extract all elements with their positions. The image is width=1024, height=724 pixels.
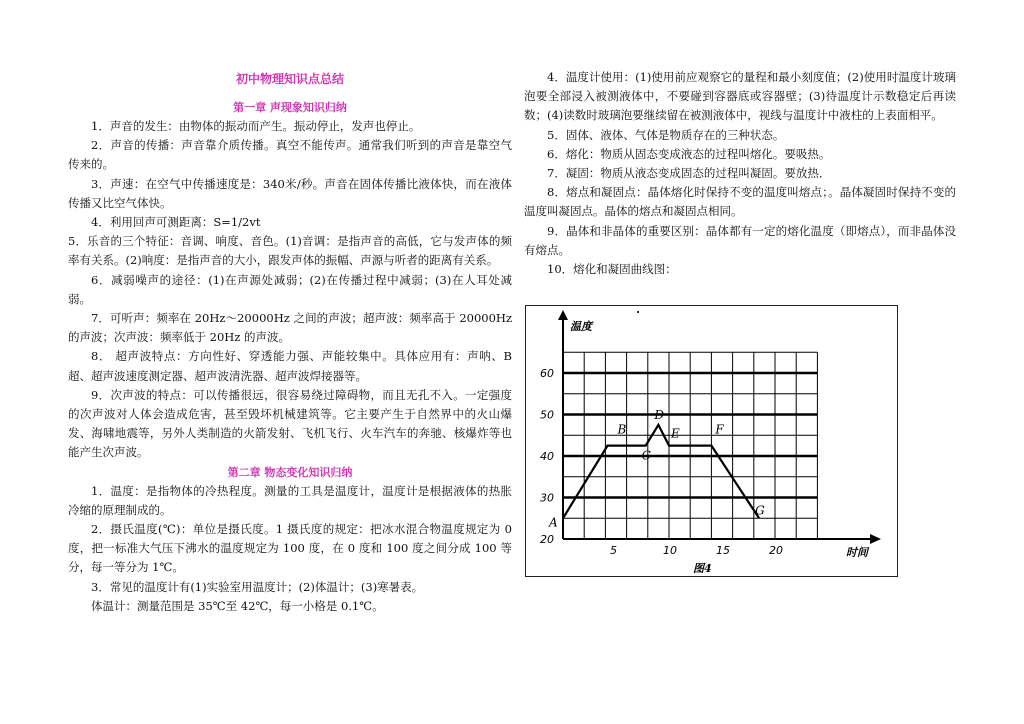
paragraph: 5．乐音的三个特征：音调、响度、音色。(1)音调：是指声音的高低，它与发声体的频率有关系。(2)响度：是指声音的大小，跟发声体的振幅、声源与听者的距离有关系。 xyxy=(68,234,512,268)
paragraph: 8． 超声波特点：方向性好、穿透能力强、声能较集中。具体应用有：声呐、B 超、超声波速度测定器、超声波清洗器、超声波焊接器等。 xyxy=(68,349,512,383)
paragraph: 9．晶体和非晶体的重要区别：晶体都有一定的熔化温度（即熔点），而非晶体没有熔点。 xyxy=(524,223,956,257)
y-tick-label: 40 xyxy=(540,450,554,463)
y-tick-label: 30 xyxy=(540,491,554,505)
melting-curve-chart xyxy=(525,305,898,577)
paragraph: 1．声音的发生：由物体的振动而产生。振动停止，发声也停止。 xyxy=(91,119,421,133)
chart-svg xyxy=(526,306,899,578)
point-label: B xyxy=(617,422,627,437)
paragraph: 2．摄氏温度(℃)：单位是摄氏度。1 摄氏度的规定：把冰水混合物温度规定为 0 度，把一标准大气压下沸水的温度规定为 100 度，在 0 度和 100 度之间分成 100 等分，每一等分为 1℃。 xyxy=(68,522,512,575)
paragraph: 7．凝固：物质从液态变成固态的过程叫凝固。要放热． xyxy=(547,166,831,181)
point-label: E xyxy=(671,426,680,441)
point-label: F xyxy=(715,422,724,437)
point-label: C xyxy=(641,448,651,463)
y-axis-label: 温度 xyxy=(570,320,592,333)
x-axis-label: 时间 xyxy=(846,546,868,559)
point-label: D xyxy=(654,407,665,422)
paragraph: 4．温度计使用：(1)使用前应观察它的量程和最小刻度值；(2)使用时温度计玻璃泡要全部浸入被测液体中，不要碰到容器底或容器壁；(3)待温度计示数稳定后再读数；(4)读数时玻璃泡要继续留在被测液体中，视线与温度计中液柱的上表面相平。 xyxy=(524,70,956,123)
y-tick-label: 20 xyxy=(540,533,554,546)
chapter-2-heading: 第二章 物态变化知识归纳 xyxy=(227,465,353,479)
x-tick-label: 5 xyxy=(610,544,617,557)
page-title: 初中物理知识点总结 xyxy=(235,72,344,86)
chart-title: 图4 xyxy=(693,562,712,575)
point-label: A xyxy=(549,515,558,530)
melting-curve-line xyxy=(563,422,759,518)
paragraph: 6．减弱噪声的途径：(1)在声源处减弱；(2)在传播过程中减弱；(3)在人耳处减弱。 xyxy=(68,272,512,306)
paragraph: 3．常见的温度计有(1)实验室用温度计；(2)体温计；(3)寒暑表。 xyxy=(91,579,424,594)
x-tick-label: 10 xyxy=(663,544,677,557)
x-axis-arrow xyxy=(870,534,881,544)
paragraph: 8．熔点和凝固点：晶体熔化时保持不变的温度叫熔点；。晶体凝固时保持不变的温度叫凝固点。晶体的熔点和凝固点相同。 xyxy=(524,185,956,219)
paragraph: 6．熔化：物质从固态变成液态的过程叫熔化。要吸热。 xyxy=(547,146,831,161)
paragraph: 1．温度：是指物体的冷热程度。测量的工具是温度计，温度计是根据液体的热胀冷缩的原理制成的。 xyxy=(68,483,512,517)
paragraph: 体温计：测量范围是 35℃至 42℃，每一小格是 0.1℃。 xyxy=(91,598,384,613)
x-tick-label: 15 xyxy=(716,544,730,557)
left-column xyxy=(68,68,512,616)
point-label: G xyxy=(755,503,765,518)
right-column xyxy=(524,68,956,279)
paragraph: 10．熔化和凝固曲线图： xyxy=(547,262,677,277)
paragraph: 3．声速：在空气中传播速度是：340米/秒。声音在固体传播比液体快，而在液体传播又比空气体快。 xyxy=(68,176,512,210)
y-axis-arrow xyxy=(558,310,568,320)
x-tick-label: 20 xyxy=(769,544,783,557)
y-tick-label: 50 xyxy=(540,408,554,422)
paragraph: 5．固体、液体、气体是物质存在的三种状态。 xyxy=(547,127,785,142)
paragraph: 7．可听声：频率在 20Hz～20000Hz 之间的声波；超声波：频率高于 20000Hz 的声波；次声波：频率低于 20Hz 的声波。 xyxy=(68,311,512,345)
paragraph: 2．声音的传播：声音靠介质传播。真空不能传声。通常我们听到的声音是靠空气传来的。 xyxy=(68,138,512,172)
paragraph: 9．次声波的特点：可以传播很远，很容易绕过障碍物，而且无孔不入。一定强度的次声波对人体会造成危害，甚至毁坏机械建筑等。它主要产生于自然界中的火山爆发、海啸地震等，另外人类制造的火箭发射、飞机飞行、火车汽车的奔驰、核爆炸等也能产生次声波。 xyxy=(68,387,512,460)
paragraph: 4．利用回声可测距离：S=1/2vt xyxy=(91,215,261,230)
y-tick-label: 60 xyxy=(540,367,554,380)
chapter-1-heading: 第一章 声现象知识归纳 xyxy=(233,101,347,114)
